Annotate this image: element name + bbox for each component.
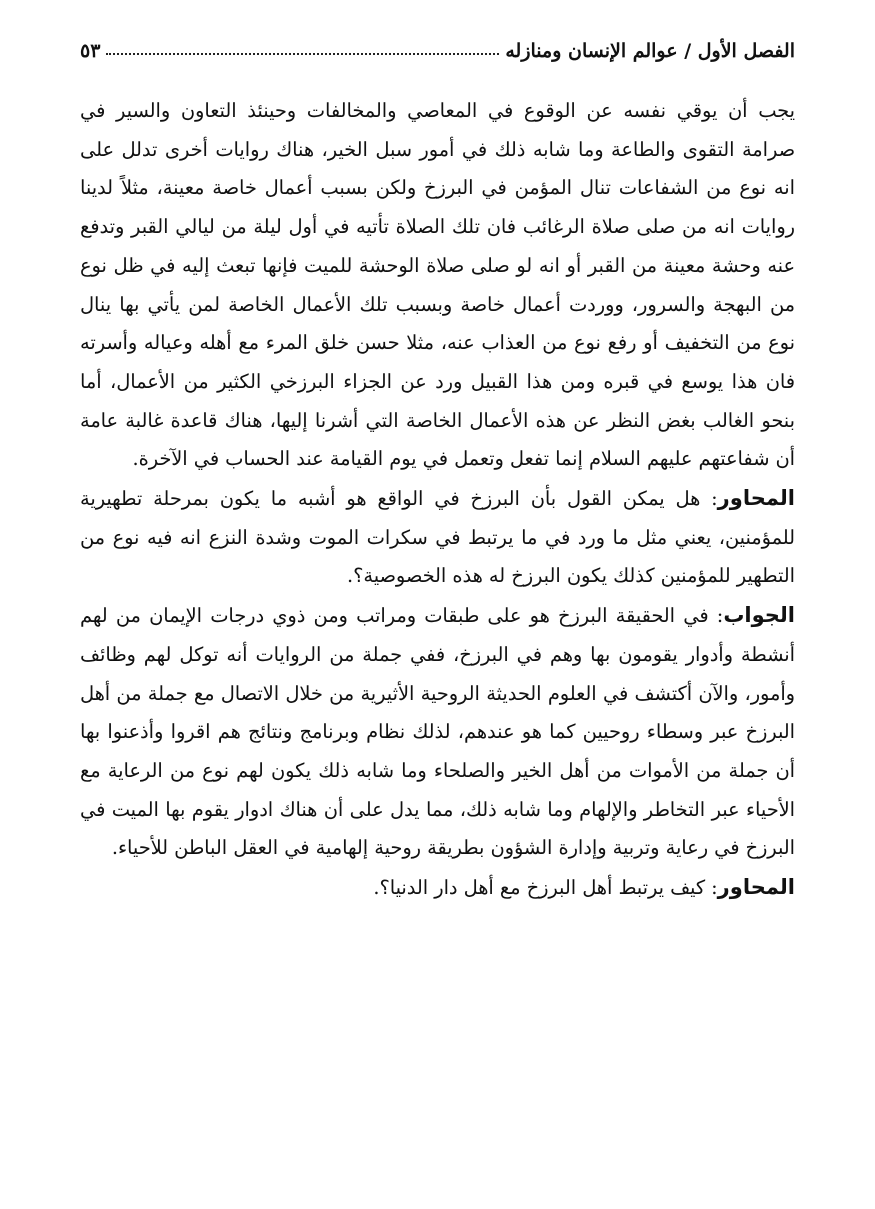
speaker-separator: : bbox=[708, 604, 724, 628]
paragraph-text: هل يمكن القول بأن البرزخ في الواقع هو أشبه ما يكون بمرحلة تطهيرية للمؤمنين، يعني مثل ما ورد في ما يرتبط في سكرات الموت وشدة النزع انه فيه نوع من التطهير للمؤمنين كذلك يكون البرزخ له هذه الخصوصية؟. bbox=[80, 487, 795, 588]
paragraph-answer bbox=[80, 596, 795, 868]
paragraph-text: يجب أن يوقي نفسه عن الوقوع في المعاصي والمخالفات وحينئذ التعاون والسير في صرامة التقوى والطاعة وما شابه ذلك في أمور سبل الخير، هناك روايات أخرى تدلل على انه نوع من الشفاعات تنال المؤمن في البرزخ ولكن بسبب أعمال خاصة معينة، مثلاً لدينا روايات انه من صلى صلاة الرغائب فان تلك الصلاة تأتيه في أول ليلة من ليالي القبر وتدفع عنه وحشة معينة من القبر أو انه لو صلى صلاة الوحشة للميت فإنها تبعث إليه في ظل نوع من البهجة والسرور، ووردت أعمال خاصة وبسبب تلك الأعمال الخاصة لمن يأتي بها ينال نوع من التخفيف أو رفع نوع من العذاب عنه، مثلا حسن خلق المرء مع أهله وعياله وأسرته فان هذا يوسع في قبره ومن هذا القبيل ورد عن الجزاء البرزخي الكثير من الأعمال، أما بنحو الغالب بغض النظر عن هذه الأعمال الخاصة التي أشرنا إليها، هناك قاعدة غالبة عامة أن شفاعتهم عليهم السلام إنما تفعل وتعمل في يوم القيامة عند الحساب في الآخرة. bbox=[80, 99, 795, 471]
paragraph-interviewer-question bbox=[80, 868, 795, 908]
speaker-label-answer: الجواب bbox=[723, 603, 795, 628]
speaker-label-interviewer: المحاور bbox=[717, 875, 795, 900]
speaker-label-interviewer: المحاور bbox=[717, 486, 795, 511]
dotted-leader bbox=[106, 52, 499, 55]
page-body bbox=[80, 92, 795, 908]
speaker-separator: : bbox=[700, 487, 718, 511]
speaker-separator: : bbox=[705, 876, 718, 900]
paragraph-text: في الحقيقة البرزخ هو على طبقات ومراتب ومن ذوي درجات الإيمان من لهم أنشطة وأدوار يقومون بها وهم في البرزخ، ففي جملة من الروايات أنه توكل لهم وظائف وأمور، والآن أكتشف في العلوم الحديثة الروحية الأثيرية من خلال الاتصال مع جملة من أهل البرزخ عبر وسطاء روحيين كما هو عندهم، لذلك نظام وبرنامج ونتائج هم اقروا وأذعنوا بها أن جملة من الأموات من أهل الخير والصلحاء وما شابه ذلك يكون لهم نوع من الرعاية مع الأحياء عبر التخاطر والإلهام وما شابه ذلك، مما يدل على أن هناك ادوار يقوم بها الميت في البرزخ في رعاية وتربية وإدارة الشؤون بطريقة روحية إلهامية في العقل الباطن للأحياء. bbox=[80, 604, 795, 860]
paragraph-text: كيف يرتبط أهل البرزخ مع أهل دار الدنيا؟. bbox=[373, 876, 706, 900]
chapter-title: الفصل الأول / عوالم الإنسان ومنازله bbox=[505, 40, 795, 62]
paragraph-continuation bbox=[80, 92, 795, 479]
page-number: ٥٣ bbox=[80, 40, 101, 62]
paragraph-interviewer-question bbox=[80, 479, 795, 596]
running-header bbox=[80, 30, 795, 62]
